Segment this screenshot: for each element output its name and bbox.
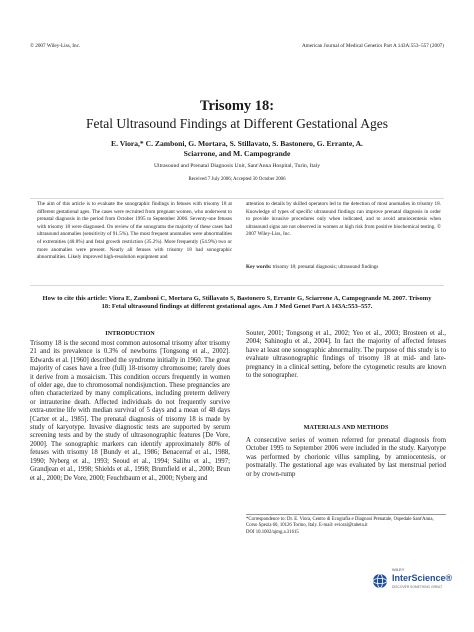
introduction-heading: INTRODUCTION — [105, 330, 155, 337]
introduction-text: Trisomy 18 is the second most common autosomal trisomy after trisomy 21 and its prevalence is 0.3% of newborns [Tongsong et al., 2002]. Edwards et al. [1960] described the syndrome initially in 1960. The great majority of cases have a free (full) 18-trisomy chromosome; rarely does it derive from a mosaicism. This condition occurs frequently in women of older age, due to chromosomal nondisjunction. These pregnancies are often characterized by many complications, including preterm delivery or intrauterine death. Affected individuals do not frequently survive extra-uterine life with median survival of 5 days and a mean of 48 days [Carter et al., 1985]. The prenatal diagnosis of trisomy 18 is made by study of karyotype. Invasive diagnostic tests are supported by serum screening tests and by the study of ultrasonographic features [De Vore, 2000]. The sonographic markers can identify approximately 80% of fetuses with trisomy 18 [Bundy et al., 1986; Benacerraf et al., 1988, 1990; Nyberg et al., 1993; Seoud et al., 1994; Salihu et al., 1997; Grandjean et al., 1998; Shields et al., 1998; Brumfield et al., 2000; Brun et al., 2000; De Vore, 2000; Feuchtbaum et al., 2000; Nyberg and — [30, 340, 230, 482]
footnote-rule — [246, 514, 446, 515]
received-dates: Received 7 July 2006; Accepted 30 October 2006 — [188, 177, 286, 182]
journal-header: American Journal of Medical Genetics Part A 143A:553–557 (2007) — [301, 43, 444, 49]
authors: E. Viora,* C. Zamboni, G. Mortara, S. Stillavato, S. Bastonero, G. Errante, A. Sciarrone, and M. Campogrande — [111, 139, 363, 158]
logo-brand: InterScience® — [392, 573, 453, 583]
article-title: Trisomy 18: — [199, 98, 275, 114]
article-subtitle: Fetal Ultrasound Findings at Different Gestational Ages — [86, 116, 388, 131]
methods-heading: MATERIALS AND METHODS — [303, 424, 389, 431]
interscience-globe-icon — [372, 573, 388, 589]
how-to-cite: How to cite this article: Viora E, Zamboni C, Mortara G, Stillavato S, Bastonero S, Errante G, Sciarrone A, Campogrande M. 2007. Trisomy 18: Fetal ultrasound findings at different gestational ages. Am J Med Genet Part A 143A:553–557. — [42, 295, 432, 311]
wiley-interscience-logo — [368, 567, 453, 594]
abstract-right: attention to details by skilled operators led to the detection of most anomalies in trisomy 18. Knowledge of types of specific ultrasound findings can improve prenatal diagnosis in order to provide invasive procedures only when indicated, and to avoid amniocentesis when ultrasound signs are not observed in women at high risk from positive biochemical testing. © 2007 Wiley-Liss, Inc. — [246, 201, 441, 238]
methods-text: A consecutive series of women referred for prenatal diagnosis from October 1995 to September 2006 were included in the study. Karyotype was performed by chorionic villus sampling, by amniocentesis, or postnatally. The gestational age was evaluated by last menstrual period or by crown-rump — [246, 437, 446, 478]
logo-wiley: WILEY — [392, 567, 405, 572]
affiliation: Ultrasound and Prenatal Diagnosis Unit, Sant'Anna Hospital, Turin, Italy — [153, 163, 321, 169]
doi-text: DOI 10.1002/ajmg.a.31615 — [246, 529, 299, 535]
copyright-header: © 2007 Wiley-Liss, Inc. — [30, 43, 81, 49]
keywords-label: Key words: — [246, 264, 272, 270]
logo-tagline: DISCOVER SOMETHING GREAT — [392, 585, 443, 589]
keywords — [246, 264, 441, 272]
correspondence-footnote — [246, 517, 446, 536]
abstract-left: The aim of this article is to evaluate the sonographic findings in fetuses with trisomy 18 at different gestational ages. The cases were recruited from pregnant women, who underwent to prenatal diagnosis in the period from October 1995 to September 2006. Seventy-one fetuses with trisomy 18 were diagnosed. On review of the sonograms the majority of these cases had ultrasound anomalies (sensitivity of 91.5%). The most frequent anomalies were abnormalities of extremities (40.8%) and fetal growth restriction (35.2%). More frequently (54.9%) two or more anomalies were present. Nearly all fetuses with trisomy 18 had sonographic abnormalities. Likely improved high-resolution equipment and — [37, 201, 232, 261]
correspondence-text: *Correspondence to: Dr. E. Viora, Centro di Ecografia e Diagnosi Prenatale, Ospedale Sant'Anna, Corso Spezia 60, 10126 Torino, Italy. E-mail: evioral@tabeta.it — [246, 517, 434, 529]
introduction-continued: Souter, 2001; Tongsong et al., 2002; Yeo et al., 2003; Brosteen et al., 2004; Sahinoglu et al., 2004]. In fact the majority of affected fetuses have at least one sonographic abnormality. The purpose of this study is to evaluate ultrasonographic findings of trisomy 18 at mid- and late-pregnancy in a clinical setting, before the cytogenetic results are known to the sonographer. — [246, 330, 446, 380]
keywords-text: trisomy 18; prenatal diagnosis; ultrasound findings — [272, 264, 379, 270]
